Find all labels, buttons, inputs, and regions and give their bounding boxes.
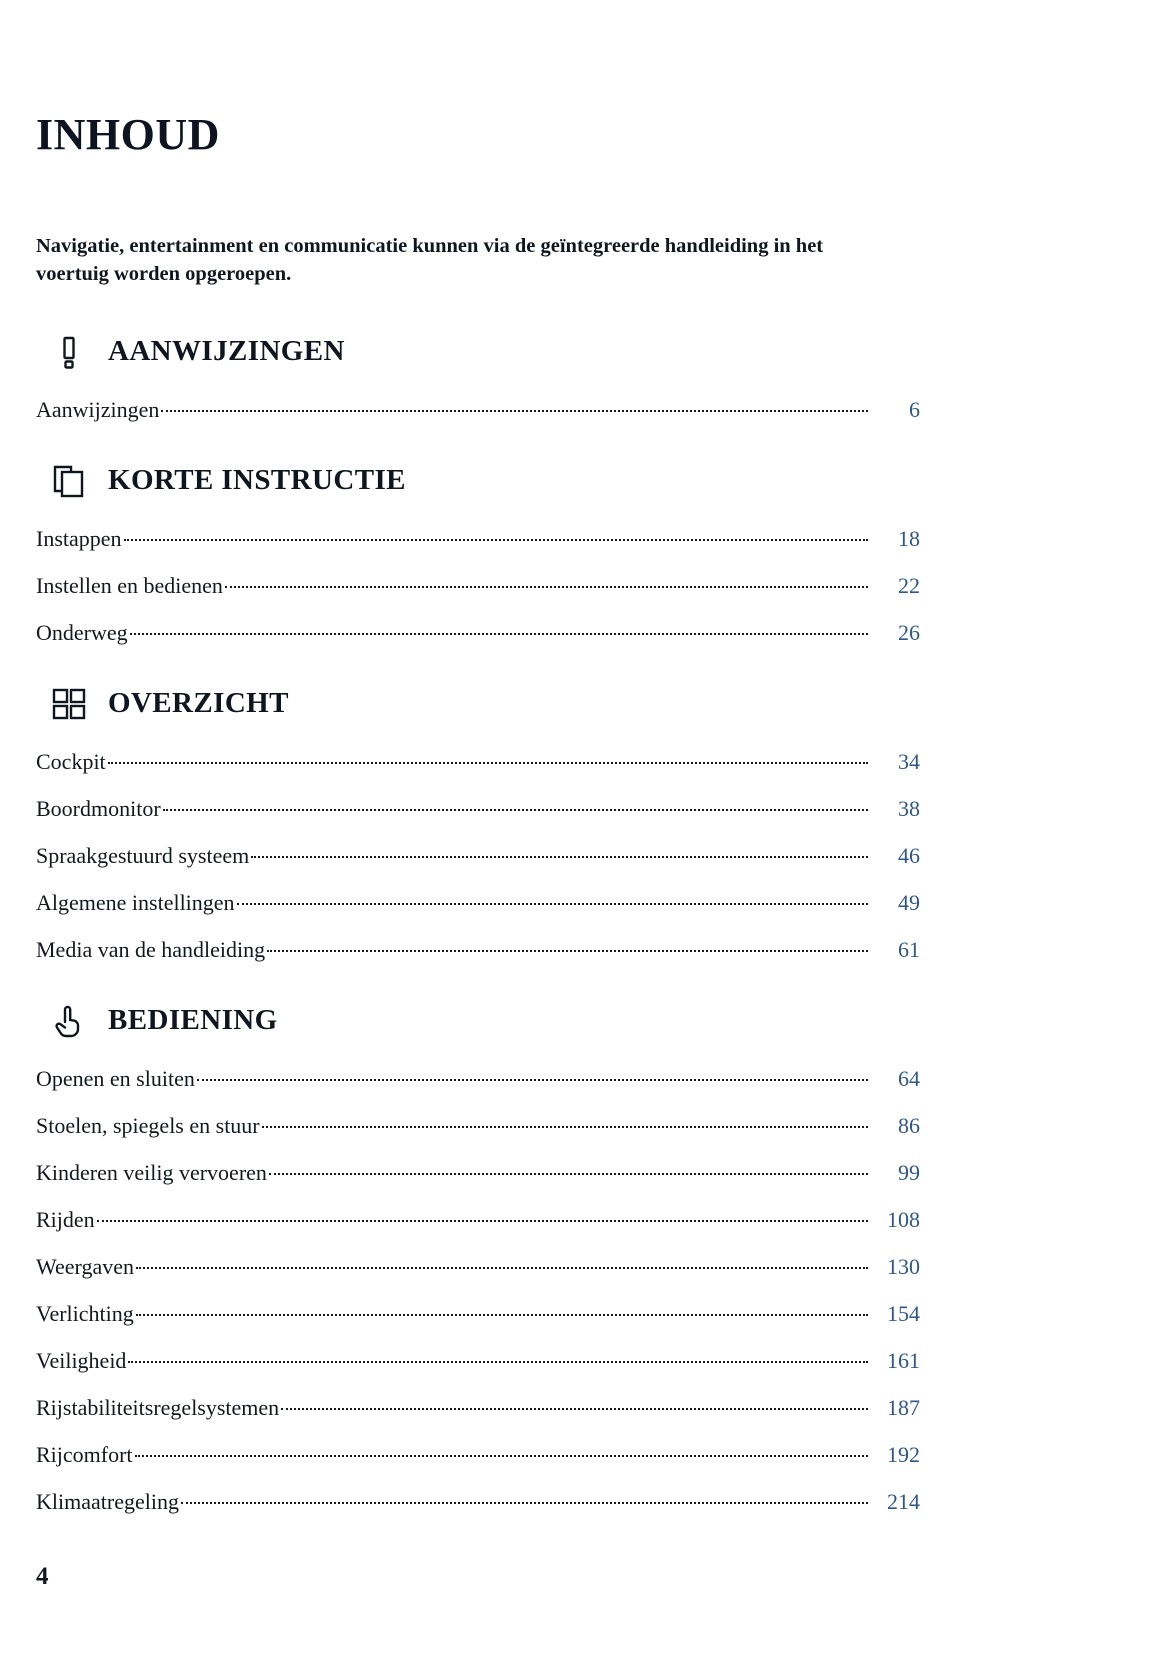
toc-entry-page-number: 38 [898, 795, 920, 821]
toc-entry-page-number: 187 [887, 1394, 920, 1420]
toc-entry-label: Openen en sluiten [36, 1065, 195, 1091]
toc-entry-page-number: 46 [898, 842, 920, 868]
toc-entry-label: Rijstabiliteitsregelsystemen [36, 1394, 280, 1420]
toc-entry[interactable] [36, 1477, 920, 1524]
toc-entry-page-number: 214 [887, 1488, 920, 1514]
toc-entry-list [36, 1054, 920, 1524]
toc-entry[interactable] [36, 925, 920, 972]
toc-entry-page-number: 22 [898, 572, 920, 598]
toc-entry[interactable] [36, 1430, 920, 1477]
toc-leader-dots [135, 1440, 868, 1462]
footer-page-number: 4 [36, 1563, 49, 1590]
toc-entry-page-number: 34 [898, 748, 920, 774]
toc-sections [36, 333, 920, 1524]
toc-entry-label: Klimaatregeling [36, 1488, 179, 1514]
section-header [36, 333, 920, 371]
toc-entry-page-number: 161 [887, 1347, 920, 1373]
toc-entry[interactable] [36, 737, 920, 784]
section-header [36, 685, 920, 723]
toc-section [36, 462, 920, 655]
toc-leader-dots [128, 1346, 868, 1368]
toc-entry[interactable] [36, 561, 920, 608]
page-content [36, 112, 920, 1530]
toc-section [36, 685, 920, 972]
toc-entry-label: Onderweg [36, 619, 128, 645]
toc-entry-page-number: 61 [898, 936, 920, 962]
toc-leader-dots [225, 571, 868, 593]
toc-entry[interactable] [36, 608, 920, 655]
toc-entry[interactable] [36, 514, 920, 561]
toc-entry-list [36, 385, 920, 432]
toc-leader-dots [124, 524, 868, 546]
toc-leader-dots [163, 794, 868, 816]
toc-leader-dots [262, 1111, 868, 1133]
toc-entry-page-number: 108 [887, 1206, 920, 1232]
toc-section [36, 1002, 920, 1524]
toc-leader-dots [197, 1064, 868, 1086]
section-title: AANWIJZINGEN [108, 335, 345, 368]
section-header [36, 1002, 920, 1040]
toc-entry-label: Veiligheid [36, 1347, 127, 1373]
copy-pages-icon [50, 462, 88, 500]
toc-entry-page-number: 26 [898, 619, 920, 645]
toc-leader-dots [251, 841, 868, 863]
toc-entry[interactable] [36, 1195, 920, 1242]
toc-entry[interactable] [36, 1289, 920, 1336]
toc-entry[interactable] [36, 878, 920, 925]
toc-entry-label: Weergaven [36, 1253, 134, 1279]
toc-leader-dots [237, 888, 868, 910]
toc-entry-label: Stoelen, spiegels en stuur [36, 1112, 260, 1138]
section-title: OVERZICHT [108, 687, 289, 720]
pointing-hand-icon [50, 1002, 88, 1040]
toc-entry-label: Rijden [36, 1206, 95, 1232]
toc-entry-list [36, 737, 920, 972]
toc-entry-page-number: 154 [887, 1300, 920, 1326]
toc-entry-page-number: 18 [898, 525, 920, 551]
toc-entry-page-number: 64 [898, 1065, 920, 1091]
toc-leader-dots [136, 1299, 868, 1321]
toc-entry[interactable] [36, 1383, 920, 1430]
toc-entry-label: Kinderen veilig vervoeren [36, 1159, 267, 1185]
toc-leader-dots [108, 747, 868, 769]
toc-entry-page-number: 86 [898, 1112, 920, 1138]
toc-leader-dots [136, 1252, 868, 1274]
toc-entry-label: Aanwijzingen [36, 396, 160, 422]
toc-leader-dots [181, 1487, 868, 1509]
toc-leader-dots [281, 1393, 868, 1415]
toc-entry-page-number: 99 [898, 1159, 920, 1185]
toc-entry-page-number: 49 [898, 889, 920, 915]
toc-entry-label: Verlichting [36, 1300, 134, 1326]
toc-entry[interactable] [36, 385, 920, 432]
toc-entry-label: Media van de handleiding [36, 936, 266, 962]
toc-entry-label: Spraakgestuurd systeem [36, 842, 250, 868]
toc-entry[interactable] [36, 1148, 920, 1195]
toc-leader-dots [130, 618, 868, 640]
toc-entry-label: Rijcomfort [36, 1441, 133, 1467]
toc-leader-dots [269, 1158, 868, 1180]
section-title: BEDIENING [108, 1004, 278, 1037]
grid-overview-icon [50, 685, 88, 723]
toc-leader-dots [161, 395, 868, 417]
page-title: INHOUD [36, 110, 220, 159]
toc-section [36, 333, 920, 432]
section-title: KORTE INSTRUCTIE [108, 464, 406, 497]
exclamation-mark-icon [50, 333, 88, 371]
toc-entry-label: Boordmonitor [36, 795, 161, 821]
toc-entry[interactable] [36, 1242, 920, 1289]
toc-entry-label: Instappen [36, 525, 122, 551]
toc-entry-label: Algemene instellingen [36, 889, 235, 915]
toc-entry-label: Instellen en bedienen [36, 572, 223, 598]
toc-entry[interactable] [36, 1336, 920, 1383]
toc-leader-dots [267, 935, 868, 957]
intro-paragraph: Navigatie, entertainment en communicatie kunnen via de geïntegreerde handleiding in het voertuig worden opgeroepen. [36, 235, 824, 286]
toc-entry-label: Cockpit [36, 748, 106, 774]
toc-entry[interactable] [36, 1054, 920, 1101]
toc-entry[interactable] [36, 831, 920, 878]
section-header [36, 462, 920, 500]
toc-entry-page-number: 192 [887, 1441, 920, 1467]
toc-entry-page-number: 6 [909, 396, 920, 422]
toc-entry[interactable] [36, 784, 920, 831]
toc-entry-list [36, 514, 920, 655]
toc-leader-dots [97, 1205, 868, 1227]
toc-entry[interactable] [36, 1101, 920, 1148]
toc-entry-page-number: 130 [887, 1253, 920, 1279]
